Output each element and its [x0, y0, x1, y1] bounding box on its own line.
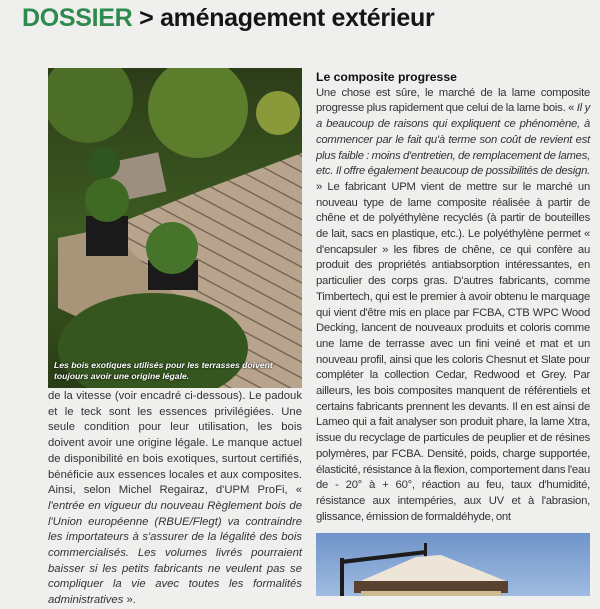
terrace-photo: [48, 68, 302, 388]
right-column-text: [316, 70, 590, 525]
page-title: [22, 4, 434, 33]
right-column: [316, 70, 590, 596]
text-segment: ».: [123, 594, 136, 607]
text-segment: » Le fabricant UPM vient de mettre sur le marché un nouveau type de lame composite réalisée à partir de chêne et de polyéthylène recyclés (à partir de bouteilles de lait, sacs en plastique, etc.). Le polyéthylène permet « d'encapsuler » les fibres de chêne, ce qui confère au produit des propriétés antiabsorption intéressantes, en particulier des corps gras. D'autres fabricants, comme Timbertech, qui est le premier à avoir obtenu le marquage qui vient d'être mis en place par FCBA, CTB WPC Wood Decking, lancent de nouveaux produits et coloris comme une lame de terrasse avec un fini veiné et mat et un nouveau profil, ainsi que les coloris Chesnut et Slate pour compléter la collection Cedar, Redwood et Grey. Par ailleurs, les bois composites manquent de référentiels et certains fabricants prennent les devants. Il en est ainsi de Lameo qui a fait analyser son produit phare, la lame Xtra, issue du recyclage de particules de peuplier et de résines polymères, par FCBA. Densité, poids, charge supportée, élasticité, résistance à la flexion, comportement dans l'eau de - 20° à + 60°, réaction au feu, taux d'humidité, résistance aux intempéries, aux UV et à l'abrasion, glissance, émission de formaldéhyde, ont: [316, 180, 590, 523]
title-separator: >: [139, 4, 154, 32]
text-segment: de la vitesse (voir encadré ci-dessous). Le padouk et le teck sont les essences privilégiées. Une seule condition pour leur utilisation, les bois doivent avoir une origine légale. Le manque actuel de disponibilité en bois exotiques, surtout certifiés, bénéficie aux essences locales et aux composites. Ainsi, selon Michel Regairaz, d'UPM ProFi, «: [48, 390, 302, 497]
left-column-text: [48, 389, 302, 609]
section-label: DOSSIER: [22, 4, 133, 32]
quote-segment: l'entrée en vigueur du nouveau Règlement bois de l'Union européenne (RBUE/Flegt) va contraindre les importateurs à s'assurer de la légalité des bois commercialisés. Les volumes livrés pourraient baisser si les petits fabricants ne veulent pas se compliquer la vie avec toutes les formalités administratives: [48, 499, 302, 607]
section-topic: aménagement extérieur: [160, 4, 435, 32]
photo-caption: Les bois exotiques utilisés pour les terrasses doivent toujours avoir une origine légale.: [54, 360, 273, 381]
text-segment: Une chose est sûre, le marché de la lame composite progresse plus rapidement que celui de la lame bois. «: [316, 86, 590, 115]
quote-segment: Il y a beaucoup de raisons qui expliquent ce phénomène, à commencer par le fait qu'à terme son coût de revient est plus faible : moins d'entretien, de remplacement de lames, etc. Il offre également beaucoup de possibilités de design.: [316, 102, 590, 178]
subheading: Le composite progresse: [316, 70, 457, 84]
parasol-photo: [316, 533, 590, 596]
